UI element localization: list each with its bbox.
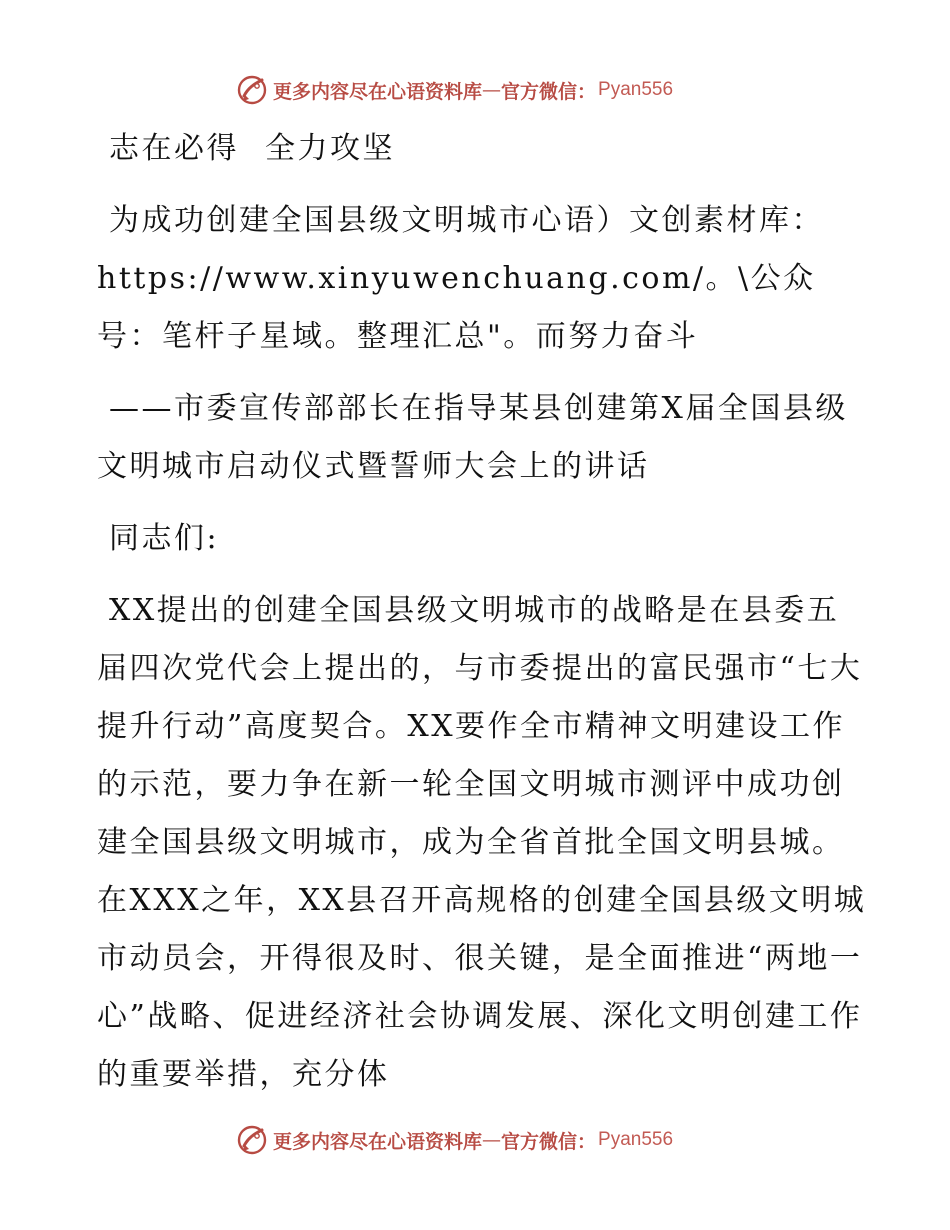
document-body	[97, 120, 867, 1104]
watermark-wechat-id: Pyan556	[598, 1129, 674, 1150]
watermark-separator: —	[482, 1129, 502, 1151]
watermark-label: 官方微信：	[501, 1130, 597, 1153]
document-title	[97, 120, 867, 178]
watermark-text: 更多内容尽在心语资料库	[273, 1130, 483, 1153]
document-subtitle: 为成功创建全国县级文明城市心语）文创素材库：https://www.xinyuwenchuang.com/。\公众号：笔杆子星域。整理汇总"。而努力奋斗	[97, 203, 824, 354]
watermark-wechat-id: Pyan556	[598, 79, 674, 100]
document-salutation: 同志们:	[109, 521, 220, 556]
footer-watermark	[235, 1122, 673, 1158]
document-paragraph: XX提出的创建全国县级文明城市的战略是在县委五届四次党代会上提出的，与市委提出的富民强市“七大提升行动”高度契合。XX要作全市精神文明建设工作的示范，要力争在新一轮全国文明城市测评中成功创建全国县级文明城市，成为全省首批全国文明县城。在XXX之年，XX县召开高规格的创建全国县级文明城市动员会，开得很及时、很关键，是全面推进“两地一心”战略、促进经济社会协调发展、深化文明创建工作的重要举措，充分体	[97, 593, 867, 1092]
watermark-label: 官方微信：	[501, 80, 597, 103]
brush-logo-icon	[235, 1123, 269, 1157]
brush-logo-icon	[235, 73, 269, 107]
title-part-1: 志在必得	[109, 131, 239, 166]
title-part-2: 全力攻坚	[265, 131, 395, 166]
document-byline: ——市委宣传部部长在指导某县创建第X届全国县级文明城市启动仪式暨誓师大会上的讲话	[97, 391, 848, 484]
watermark-separator: —	[482, 79, 502, 101]
header-watermark	[235, 72, 673, 108]
watermark-text: 更多内容尽在心语资料库	[273, 80, 483, 103]
